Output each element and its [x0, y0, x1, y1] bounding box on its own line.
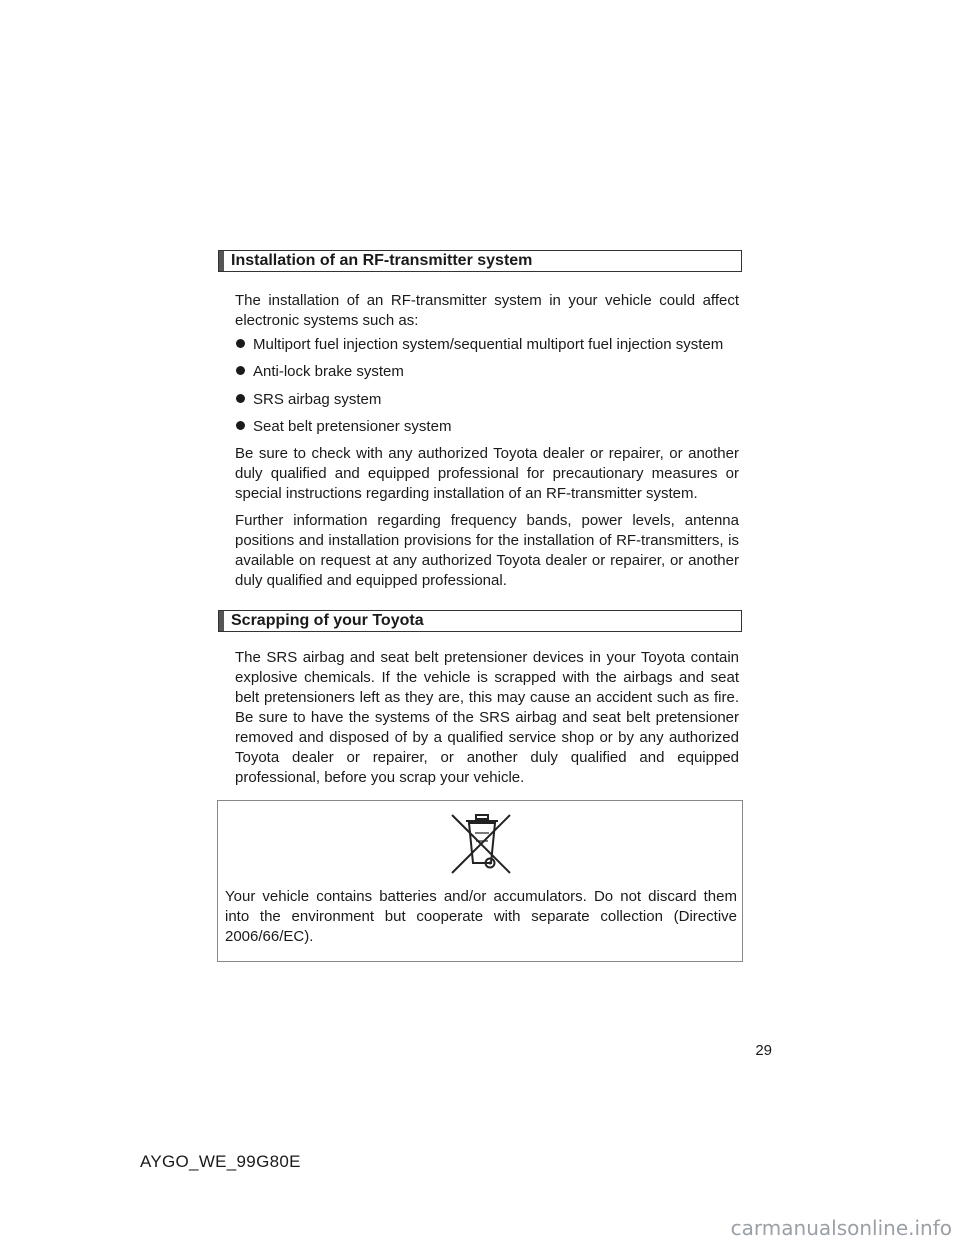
bullet-dot-icon: [236, 339, 245, 348]
bullet-item: SRS airbag system: [236, 390, 381, 410]
battery-disposal-text: Your vehicle contains batteries and/or accumulators. Do not discard them into the environment but cooperate with separate collection (Directive 2006/66/EC).: [225, 888, 737, 945]
rf-dealer-paragraph: Be sure to check with any authorized Toyota dealer or repairer, or another duly qualified and equipped professional for precautionary measures or special instructions regarding installation of an RF-transmitter system.: [235, 445, 739, 502]
header-accent-bar: [219, 251, 224, 271]
rf-further-info-paragraph: Further information regarding frequency bands, power levels, antenna positions and installation provisions for the installation of RF-transmitters, is available on request at any authorized Toyota dealer or repairer, or another duly qualified and equipped professional.: [235, 512, 739, 589]
section-header-scrapping: [218, 610, 742, 632]
section-title: Scrapping of your Toyota: [231, 612, 424, 629]
scrapping-paragraph: The SRS airbag and seat belt pretensioner devices in your Toyota contain explosive chemicals. If the vehicle is scrapped with the airbags and seat belt pretensioners left as they are, this may cause an accident such as fire. Be sure to have the systems of the SRS airbag and seat belt pretensioner removed and disposed of by a qualified service shop or by any authorized Toyota dealer or repairer, or another duly qualified and equipped professional, before you scrap your vehicle.: [235, 649, 739, 786]
rf-intro-paragraph: The installation of an RF-transmitter system in your vehicle could affect electronic systems such as:: [235, 292, 739, 329]
bullet-dot-icon: [236, 421, 245, 430]
watermark: carmanualsonline.info: [730, 1216, 952, 1240]
bullet-dot-icon: [236, 366, 245, 375]
crossed-out-wheelie-bin-icon: [448, 811, 516, 877]
header-accent-bar: [219, 611, 224, 631]
bullet-item: Seat belt pretensioner system: [236, 417, 451, 437]
section-title: Installation of an RF-transmitter system: [231, 252, 533, 269]
bullet-item: Anti-lock brake system: [236, 362, 404, 382]
bullet-dot-icon: [236, 394, 245, 403]
section-header-rf-transmitter: [218, 250, 742, 272]
page-number: 29: [755, 1042, 772, 1059]
document-code: AYGO_WE_99G80E: [140, 1152, 301, 1171]
battery-disposal-notice: [217, 800, 743, 962]
bullet-item: Multiport fuel injection system/sequential multiport fuel injection system: [236, 335, 723, 355]
